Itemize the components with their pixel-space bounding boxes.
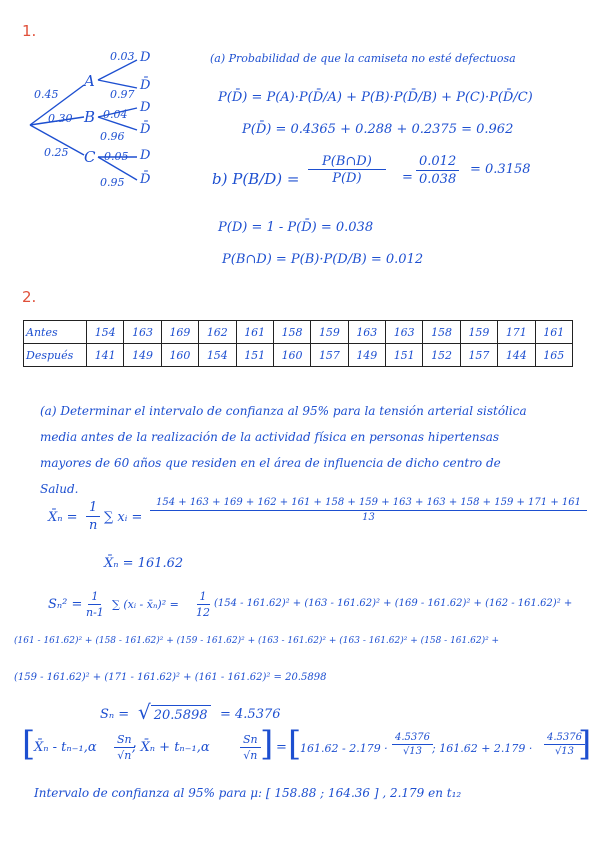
table-row-label: Antes [24, 321, 87, 344]
table-cell: 158 [273, 321, 310, 344]
tree-node-b: B [84, 108, 96, 126]
tree-prob-nd-b: 0.96 [100, 130, 125, 143]
ci-lower-value: 161.62 - 2.179 · [300, 742, 388, 755]
ci-frac-value-upper-den: √13 [554, 746, 575, 757]
table-cell: 159 [311, 321, 348, 344]
table-cell: 151 [236, 344, 273, 367]
ci-frac-lower-num: Sn [114, 733, 135, 748]
tree-leaf-d-2: D [140, 100, 151, 115]
p1-b-fraction [308, 154, 386, 186]
ci-bracket-open-left: [ [22, 724, 36, 764]
mean-frac-num: 1 [86, 500, 100, 517]
table-cell: 161 [236, 321, 273, 344]
table-cell: 158 [423, 321, 460, 344]
table-cell: 163 [386, 321, 423, 344]
table-cell: 151 [386, 344, 423, 367]
p2-a-desc-line-2: media antes de la realización de la actividad física en personas hipertensas [40, 430, 500, 444]
mean-sum: ∑ xᵢ = [104, 510, 143, 525]
table-cell: 149 [124, 344, 161, 367]
table-cell: 152 [423, 344, 460, 367]
table-cell: 157 [460, 344, 497, 367]
p1-b-pd: P(D) = 1 - P(D̄) = 0.038 [218, 220, 374, 235]
data-table [23, 320, 573, 367]
tree-leaf-nd-2: D̄ [140, 122, 151, 137]
mean-numerator: 154 + 163 + 169 + 162 + 161 + 158 + 159 + 163 + 163 + 158 + 159 + 171 + 161 [150, 497, 587, 511]
tree-node-a: A [84, 72, 95, 90]
table-cell: 160 [161, 344, 198, 367]
mean-frac-1-over-n [86, 500, 100, 533]
variance-line-1: (154 - 161.62)² + (163 - 161.62)² + (169 - 161.62)² + (162 - 161.62)² + [214, 598, 573, 609]
sd-lhs: Sₙ = [100, 707, 130, 722]
tree-prob-nd-c: 0.95 [100, 176, 125, 189]
p2-a-desc-line-1: (a) Determinar el intervalo de confianza al 95% para la tensión arterial sistólica [40, 404, 527, 418]
ci-frac-value-lower [392, 732, 433, 757]
p1-b-numerator: P(B∩D) [308, 154, 386, 170]
tree-prob-c: 0.25 [44, 146, 69, 159]
ci-frac-value-lower-den: √13 [402, 746, 423, 757]
tree-branch-a-d [98, 60, 137, 80]
ci-bracket-close-right: ] [578, 724, 592, 764]
table-row-despues [24, 344, 573, 367]
table-cell: 161 [535, 321, 573, 344]
mean-denominator: 13 [362, 512, 375, 523]
tree-prob-d-a: 0.03 [110, 50, 135, 63]
ci-equals: = [276, 740, 287, 755]
problem-number-1: 1. [22, 22, 37, 40]
p1-a-title: (a) Probabilidad de que la camiseta no esté defectuosa [210, 52, 516, 65]
p1-b-result: = 0.3158 [470, 162, 531, 177]
problem-number-2: 2. [22, 288, 37, 306]
ci-frac-value-lower-num: 4.5376 [392, 732, 433, 745]
tree-leaf-d-1: D [140, 50, 151, 65]
variance-lhs: Sₙ² = [48, 597, 83, 612]
p1-a-formula: P(D̄) = P(A)·P(D̄/A) + P(B)·P(D̄/B) + P(C)·P(D̄/C) [218, 90, 533, 105]
p1-a-result: P(D̄) = 0.4365 + 0.288 + 0.2375 = 0.962 [242, 122, 514, 137]
variance-frac-2 [196, 590, 210, 619]
table-cell: 154 [87, 321, 124, 344]
table-cell: 165 [535, 344, 573, 367]
p1-b-denominator: P(D) [332, 171, 362, 186]
ci-frac-upper-num: Sn [240, 733, 261, 748]
table-cell: 169 [161, 321, 198, 344]
p1-b-pbd: P(B∩D) = P(B)·P(D/B) = 0.012 [222, 252, 424, 267]
ci-frac-upper-den: √n [243, 749, 258, 762]
table-cell: 144 [498, 344, 535, 367]
variance-sum: ∑ (xᵢ - x̄ₙ)² = [112, 598, 179, 611]
ci-upper-expr: ; X̄ₙ + tₙ₋₁,α [132, 740, 210, 755]
sd-sqrt [138, 700, 211, 724]
p2-a-desc-line-3: mayores de 60 años que residen en el área de influencia de dicho centro de [40, 456, 501, 470]
table-cell: 162 [199, 321, 236, 344]
tree-prob-nd-a: 0.97 [110, 88, 135, 101]
ci-frac-lower-den: √n [117, 749, 132, 762]
ci-final-statement: Intervalo de confianza al 95% para μ: [ 158.88 ; 164.36 ] , 2.179 en t₁₂ [34, 786, 462, 800]
sd-result: = 4.5376 [220, 707, 281, 722]
table-cell: 157 [311, 344, 348, 367]
table-row-antes [24, 321, 573, 344]
p1-b-fraction-values [416, 154, 459, 187]
mean-fraction [150, 497, 587, 523]
variance-frac-1 [86, 590, 104, 619]
ci-upper-value: ; 161.62 + 2.179 · [432, 742, 533, 755]
table-row-label: Después [24, 344, 87, 367]
mean-frac-den: n [88, 518, 98, 533]
mean-result: X̄ₙ = 161.62 [104, 556, 184, 571]
p1-b-equals: = [402, 170, 413, 185]
table-cell: 141 [87, 344, 124, 367]
tree-leaf-nd-1: D̄ [140, 78, 151, 93]
table-cell: 154 [199, 344, 236, 367]
ci-bracket-open-right: [ [288, 724, 302, 764]
tree-leaf-nd-3: D̄ [140, 172, 151, 187]
table-cell: 163 [348, 321, 385, 344]
variance-f1-den: n-1 [86, 606, 104, 619]
ci-frac-upper [240, 733, 261, 762]
mean-lhs: X̄ₙ = [48, 510, 78, 525]
p1-b-label: b) P(B/D) = [212, 170, 300, 188]
variance-f1-num: 1 [88, 590, 101, 605]
ci-lower-expr: X̄ₙ - tₙ₋₁,α [34, 740, 97, 755]
sd-radicand: 20.5898 [151, 705, 211, 723]
p1-b-numerator-value: 0.012 [416, 154, 459, 171]
variance-line-2: (161 - 161.62)² + (158 - 161.62)² + (159 - 161.62)² + (163 - 161.62)² + (163 - 161.62)² + (158 - 161.62)² + [14, 636, 500, 646]
sqrt-icon: √ [138, 700, 151, 724]
tree-prob-a: 0.45 [34, 88, 59, 101]
table-cell: 163 [124, 321, 161, 344]
table-cell: 159 [460, 321, 497, 344]
variance-f2-den: 12 [196, 606, 210, 619]
table-cell: 149 [348, 344, 385, 367]
tree-prob-d-c: 0.05 [104, 150, 129, 163]
p2-a-desc-line-4: Salud. [40, 482, 79, 496]
variance-line-3: (159 - 161.62)² + (171 - 161.62)² + (161 - 161.62)² = 20.5898 [14, 672, 327, 683]
tree-leaf-d-3: D [140, 148, 151, 163]
ci-bracket-close-left: ] [260, 724, 274, 764]
table-cell: 171 [498, 321, 535, 344]
table-cell: 160 [273, 344, 310, 367]
tree-prob-d-b: 0.04 [103, 108, 128, 121]
ci-frac-value-upper-num: 4.5376 [544, 732, 585, 745]
tree-prob-b: 0.30 [48, 112, 73, 125]
tree-node-c: C [84, 148, 96, 166]
tree-branch-a-nd [98, 80, 137, 88]
variance-f2-num: 1 [197, 590, 210, 605]
p1-b-denominator-value: 0.038 [419, 172, 457, 187]
